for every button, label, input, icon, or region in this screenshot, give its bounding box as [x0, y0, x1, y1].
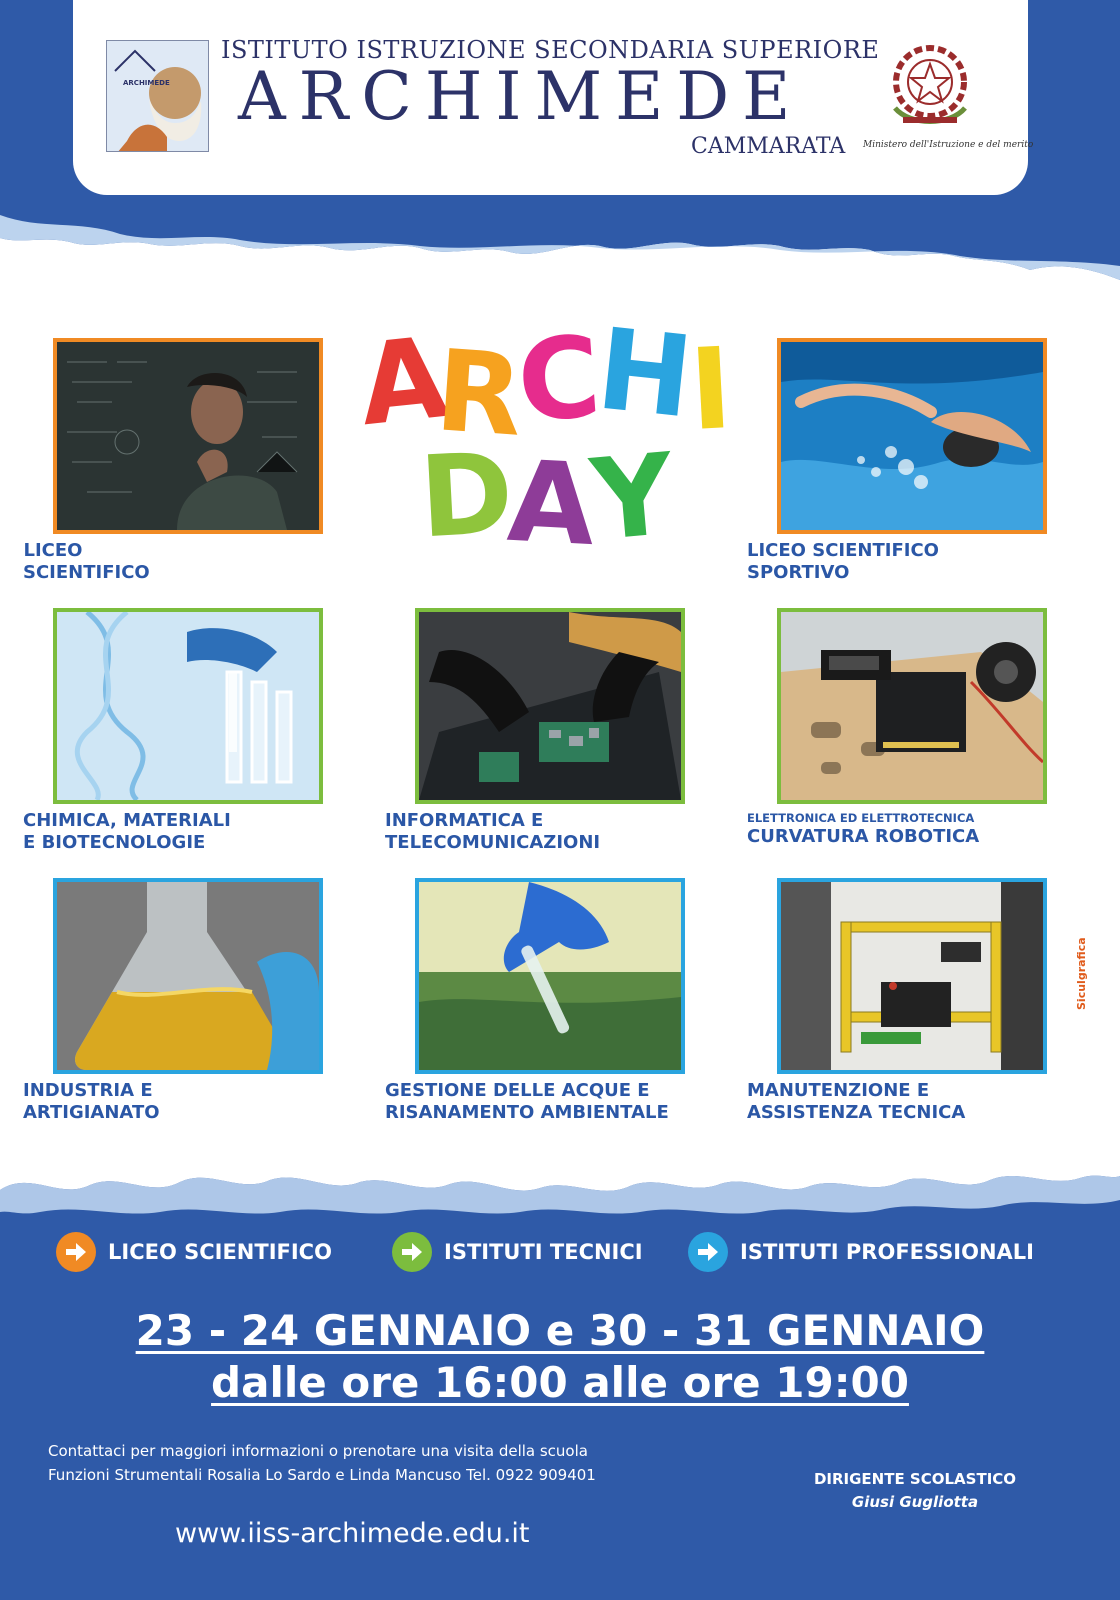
institute-line: ISTITUTO ISTRUZIONE SECONDARIA SUPERIORE — [221, 36, 880, 64]
contact-line-1: Contattaci per maggiori informazioni o prenotare una visita della scuola — [48, 1442, 588, 1460]
legend-label: ISTITUTI PROFESSIONALI — [740, 1240, 1034, 1264]
course-label — [23, 1080, 160, 1124]
course-label-line1: ELETTRONICA ED ELETTROTECNICA — [747, 811, 975, 825]
ministry-signature: Ministero dell'Istruzione e del merito — [863, 140, 1034, 150]
course-label-line1: LICEO SCIENTIFICO — [747, 540, 939, 561]
course-photo — [415, 608, 685, 804]
course-photo — [777, 338, 1047, 534]
course-label — [747, 1080, 966, 1124]
course-label-line2: E BIOTECNOLOGIE — [23, 832, 206, 853]
course-photo — [777, 608, 1047, 804]
course-label-line2: RISANAMENTO AMBIENTALE — [385, 1102, 669, 1123]
event-hours — [0, 1358, 1120, 1407]
website-link[interactable]: www.iiss-archimede.edu.it — [175, 1518, 530, 1549]
course-label — [385, 810, 601, 854]
dirigente-name: Giusi Gugliotta — [851, 1493, 979, 1511]
course-label-line1: INDUSTRIA E — [23, 1080, 153, 1101]
legend-liceo — [56, 1232, 332, 1272]
legend-label: ISTITUTI TECNICI — [444, 1240, 643, 1264]
course-label-line2: CURVATURA ROBOTICA — [747, 826, 980, 847]
course-photo — [415, 878, 685, 1074]
course-label-line1: MANUTENZIONE E — [747, 1080, 930, 1101]
course-label — [747, 810, 980, 848]
course-label-line2: TELECOMUNICAZIONI — [385, 832, 601, 853]
legend-label: LICEO SCIENTIFICO — [108, 1240, 332, 1264]
course-label — [23, 810, 231, 854]
town-name: CAMMARATA — [691, 134, 846, 159]
legend-tecnici — [392, 1232, 643, 1272]
arrow-right-icon — [688, 1232, 728, 1272]
arrow-right-icon — [56, 1232, 96, 1272]
header-card — [73, 0, 1034, 195]
course-label-line1: CHIMICA, MATERIALI — [23, 810, 231, 831]
course-label-line2: SPORTIVO — [747, 562, 850, 583]
course-label — [23, 540, 150, 584]
title-letter: I — [686, 323, 736, 457]
course-label-line2: ARTIGIANATO — [23, 1102, 160, 1123]
course-label-line1: GESTIONE DELLE ACQUE E — [385, 1080, 650, 1101]
dirigente-role: DIRIGENTE SCOLASTICO — [813, 1470, 1017, 1488]
printer-credit: Siculgrafica — [1075, 937, 1088, 1010]
title-letter: Y — [586, 429, 679, 567]
title-letter: H — [591, 304, 699, 444]
course-label — [385, 1080, 669, 1124]
title-letter: A — [504, 436, 599, 572]
event-dates-text: 23 - 24 GENNAIO e 30 - 31 GENNAIO — [135, 1306, 985, 1355]
title-letter: R — [431, 326, 527, 462]
archi-day-title — [353, 304, 750, 572]
title-letter: C — [513, 312, 605, 448]
course-label-line2: ASSISTENZA TECNICA — [747, 1102, 966, 1123]
course-label-line1: LICEO — [23, 540, 83, 561]
svg-text:ARCHIMEDE: ARCHIMEDE — [123, 79, 170, 87]
title-letter: A — [353, 312, 454, 452]
course-photo — [777, 878, 1047, 1074]
event-hours-text: dalle ore 16:00 alle ore 19:00 — [211, 1358, 909, 1407]
legend-professionali — [688, 1232, 1034, 1272]
course-label-line2: SCIENTIFICO — [23, 562, 150, 583]
course-photo — [53, 878, 323, 1074]
course-photo — [53, 338, 323, 534]
event-dates — [0, 1306, 1120, 1355]
course-photo — [53, 608, 323, 804]
course-label — [747, 540, 939, 584]
school-name: ARCHIMEDE — [238, 58, 804, 135]
course-label-line1: INFORMATICA E — [385, 810, 544, 831]
arrow-right-icon — [392, 1232, 432, 1272]
title-letter: D — [416, 428, 517, 564]
republic-emblem-icon — [885, 40, 975, 136]
school-logo — [106, 40, 209, 152]
contact-line-2: Funzioni Strumentali Rosalia Lo Sardo e Linda Mancuso Tel. 0922 909401 — [48, 1466, 596, 1484]
